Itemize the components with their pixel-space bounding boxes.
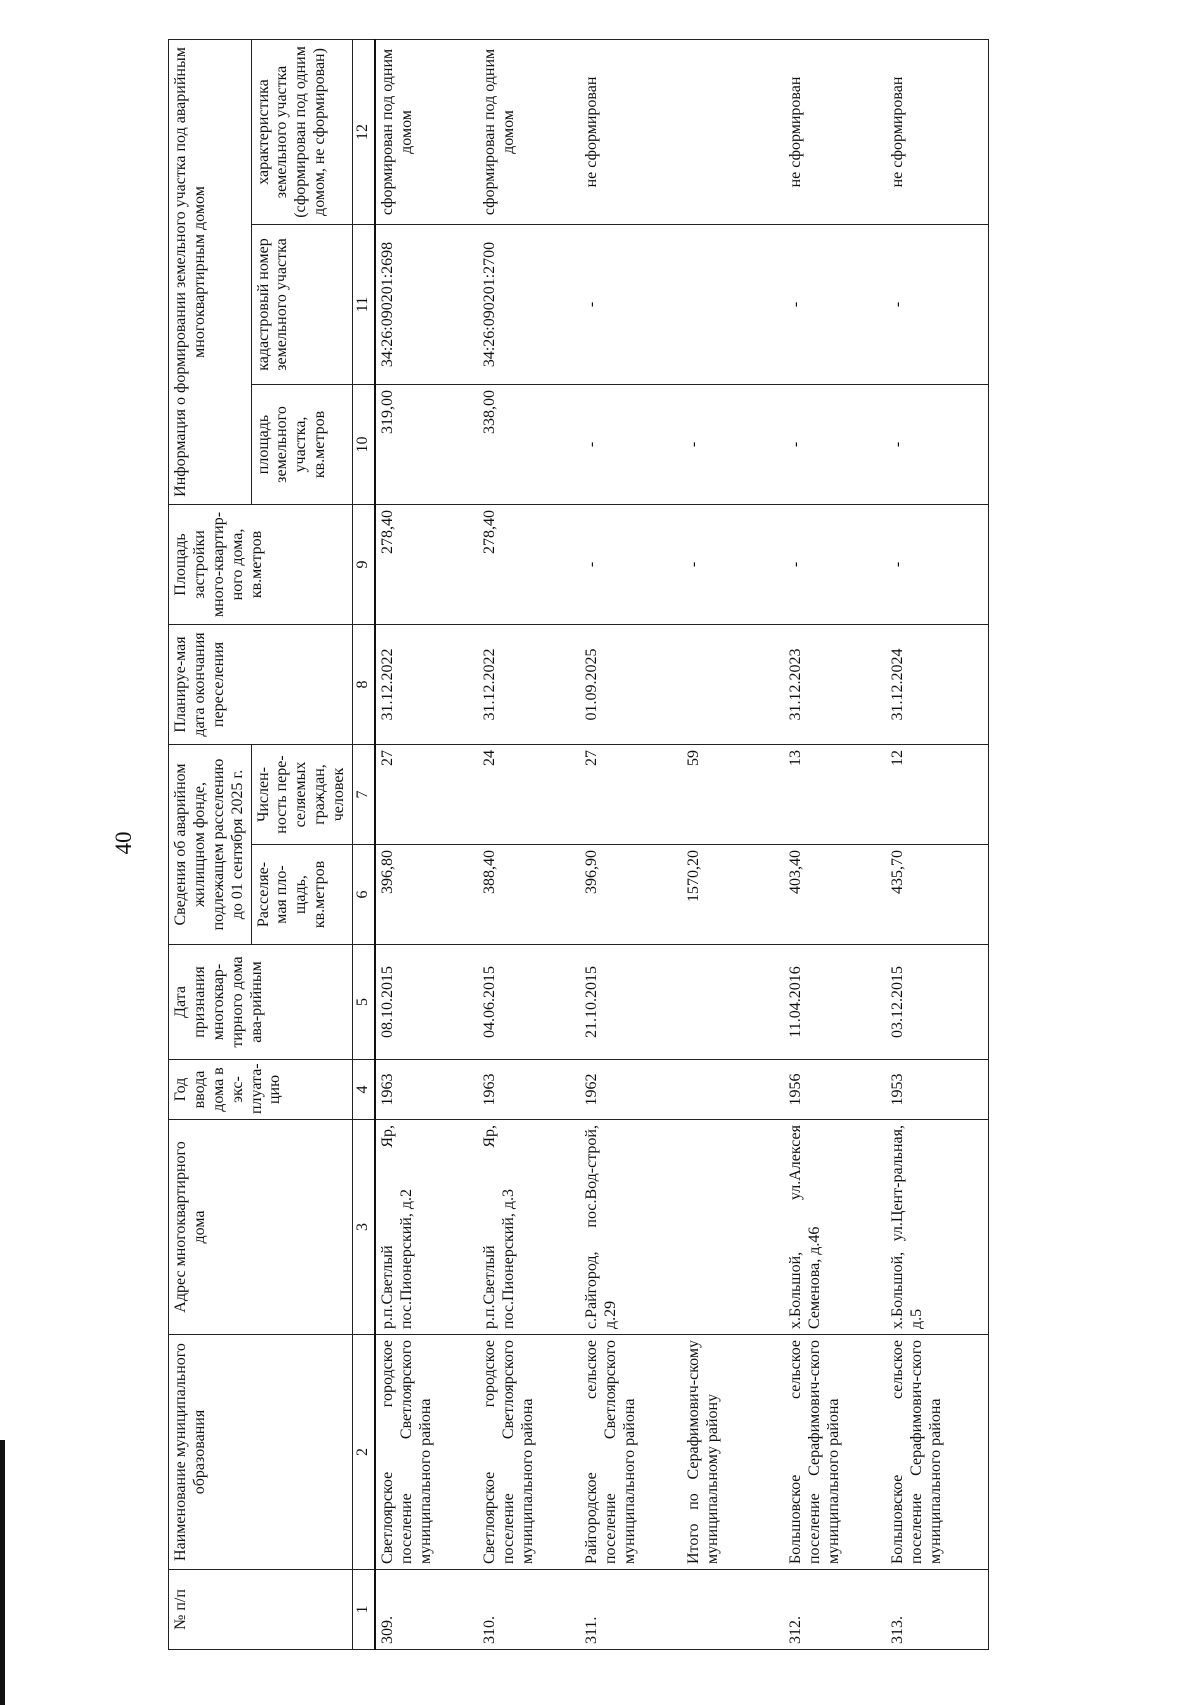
header-municipality: Наименование муниципального образования <box>169 1335 353 1570</box>
row-address: р.п.Светлый Яр, пос.Пионерский, д.2 <box>375 1120 478 1335</box>
header-address: Адрес многоквартирного дома <box>169 1120 353 1335</box>
row-area: 403,40 <box>784 845 886 945</box>
table-row <box>478 39 580 1649</box>
row-num: 311. <box>580 1570 682 1650</box>
column-number: 3 <box>352 1120 374 1335</box>
row-land-char: сформирован под одним домом <box>375 39 478 224</box>
header-year: Год ввода дома в экс-плуата-цию <box>169 1060 353 1120</box>
header-land-group: Информация о формировании земельного участка под аварийным многоквартирным домом <box>169 39 252 504</box>
row-area: 1570,20 <box>682 845 784 945</box>
column-number: 10 <box>352 385 374 505</box>
row-cadastral: - <box>784 225 886 385</box>
row-land-area: 319,00 <box>375 385 478 505</box>
row-recognition-date: 08.10.2015 <box>375 945 478 1060</box>
row-year: 1963 <box>478 1060 580 1120</box>
row-municipality: Светлоярское городское поселение Светлоярского муниципального района <box>375 1335 478 1570</box>
row-address: х.Большой, ул.Цент-ральная, д.5 <box>886 1120 989 1335</box>
row-land-char <box>682 39 784 224</box>
row-land-char: не сформирован <box>886 39 989 224</box>
row-num: 312. <box>784 1570 886 1650</box>
row-land-area: - <box>784 385 886 505</box>
row-people: 59 <box>682 745 784 845</box>
row-cadastral <box>682 225 784 385</box>
row-people: 12 <box>886 745 989 845</box>
column-number: 8 <box>352 625 374 745</box>
row-municipality: Итого по Серафимович-скому муниципальному району <box>682 1335 784 1570</box>
header-planned-end: Планируе-мая дата окончания переселения <box>169 625 353 745</box>
row-planned-end: 31.12.2022 <box>375 625 478 745</box>
row-address: с.Райгород, пос.Вод-строй, д.29 <box>580 1120 682 1335</box>
header-recognition-date: Дата признания многоквар-тирного дома ава-рийным <box>169 945 353 1060</box>
row-area: 388,40 <box>478 845 580 945</box>
column-number: 7 <box>352 745 374 845</box>
row-area: 396,80 <box>375 845 478 945</box>
header-emergency-group: Сведения об аварийном жилищном фонде, подлежащем расселению до 01 сентября 2025 г. <box>169 745 252 945</box>
column-number: 4 <box>352 1060 374 1120</box>
column-number-row <box>352 39 374 1649</box>
header-area-resettled: Расселяе-мая пло-щадь, кв.метров <box>251 845 352 945</box>
header-land-char: характеристика земельного участка (сформирован под одним домом, не сформирован) <box>251 39 352 224</box>
row-address: х.Большой, ул.Алексея Семенова, д.46 <box>784 1120 886 1335</box>
row-area: 435,70 <box>886 845 989 945</box>
row-planned-end: 31.12.2023 <box>784 625 886 745</box>
row-year: 1956 <box>784 1060 886 1120</box>
row-num: 309. <box>375 1570 478 1650</box>
column-number: 1 <box>352 1570 374 1650</box>
row-year: 1963 <box>375 1060 478 1120</box>
row-land-area: - <box>682 385 784 505</box>
row-area: 396,90 <box>580 845 682 945</box>
column-number: 9 <box>352 505 374 625</box>
row-cadastral: 34:26:090201:2700 <box>478 225 580 385</box>
column-number: 12 <box>352 39 374 224</box>
row-cadastral: - <box>580 225 682 385</box>
row-land-area: - <box>886 385 989 505</box>
row-people: 13 <box>784 745 886 845</box>
row-year <box>682 1060 784 1120</box>
row-people: 27 <box>580 745 682 845</box>
row-land-area: - <box>580 385 682 505</box>
scan-edge-bar <box>0 1440 5 1705</box>
row-num <box>682 1570 784 1650</box>
row-year: 1962 <box>580 1060 682 1120</box>
row-recognition-date: 11.04.2016 <box>784 945 886 1060</box>
header-building-area: Площадь застройки много-квартир-ного дома, кв.метров <box>169 505 353 625</box>
rotated-table-container <box>168 40 1048 1650</box>
row-municipality: Райгородское сельское поселение Светлоярского муниципального района <box>580 1335 682 1570</box>
table-row <box>375 39 478 1649</box>
header-cadastral: кадастровый номер земельного участка <box>251 225 352 385</box>
row-land-char: не сформирован <box>580 39 682 224</box>
page-number: 40 <box>111 831 136 855</box>
row-land-area: 338,00 <box>478 385 580 505</box>
table-row <box>580 39 682 1649</box>
row-planned-end: 31.12.2022 <box>478 625 580 745</box>
row-recognition-date: 21.10.2015 <box>580 945 682 1060</box>
row-people: 24 <box>478 745 580 845</box>
row-municipality: Большовское сельское поселение Серафимович-ского муниципального района <box>886 1335 989 1570</box>
row-municipality: Светлоярское городское поселение Светлоярского муниципального района <box>478 1335 580 1570</box>
row-municipality: Большовское сельское поселение Серафимович-ского муниципального района <box>784 1335 886 1570</box>
row-building-area: 278,40 <box>375 505 478 625</box>
header-people-count: Числен-ность пере-селяемых граждан, человек <box>251 745 352 845</box>
emergency-housing-table <box>168 39 989 1650</box>
row-address <box>682 1120 784 1335</box>
row-num: 313. <box>886 1570 989 1650</box>
column-number: 5 <box>352 945 374 1060</box>
row-land-char: сформирован под одним домом <box>478 39 580 224</box>
row-recognition-date <box>682 945 784 1060</box>
row-building-area: - <box>886 505 989 625</box>
column-number: 11 <box>352 225 374 385</box>
header-land-area: площадь земельного участка, кв.метров <box>251 385 352 505</box>
row-cadastral: - <box>886 225 989 385</box>
row-building-area: 278,40 <box>478 505 580 625</box>
row-recognition-date: 04.06.2015 <box>478 945 580 1060</box>
column-number: 6 <box>352 845 374 945</box>
row-num: 310. <box>478 1570 580 1650</box>
row-recognition-date: 03.12.2015 <box>886 945 989 1060</box>
table-row-subtotal <box>682 39 784 1649</box>
table-row <box>784 39 886 1649</box>
row-planned-end <box>682 625 784 745</box>
row-planned-end: 01.09.2025 <box>580 625 682 745</box>
column-number: 2 <box>352 1335 374 1570</box>
row-building-area: - <box>580 505 682 625</box>
row-cadastral: 34:26:090201:2698 <box>375 225 478 385</box>
header-num: № п/п <box>169 1570 353 1650</box>
row-address: р.п.Светлый Яр, пос.Пионерский, д.3 <box>478 1120 580 1335</box>
row-planned-end: 31.12.2024 <box>886 625 989 745</box>
row-people: 27 <box>375 745 478 845</box>
row-building-area: - <box>784 505 886 625</box>
row-year: 1953 <box>886 1060 989 1120</box>
row-land-char: не сформирован <box>784 39 886 224</box>
table-row <box>886 39 989 1649</box>
row-building-area: - <box>682 505 784 625</box>
